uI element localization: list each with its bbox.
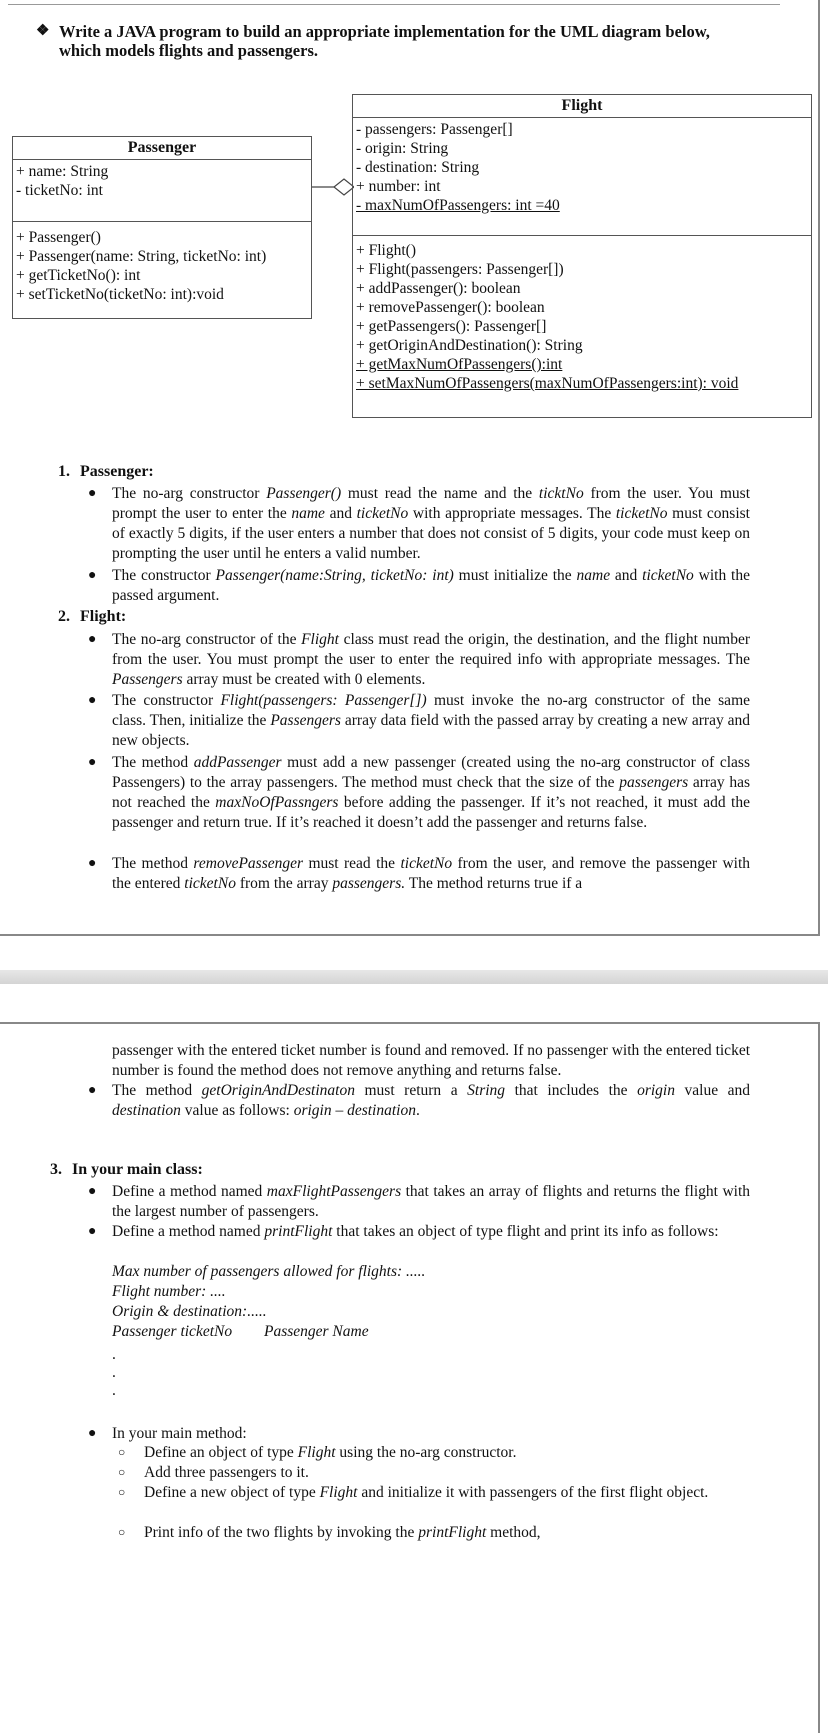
uml-operation: + addPassenger(): boolean [356, 280, 521, 297]
circle-bullet-icon: ○ [118, 1445, 126, 1459]
text: The method [112, 855, 194, 872]
uml-passenger-attributes [13, 159, 311, 221]
text: Define a method named [112, 1223, 265, 1240]
text: and initialize it with passengers of the first flight object. [357, 1484, 709, 1501]
section-2-bullet-4 [112, 854, 750, 894]
section-2-bullet-5 [112, 1081, 750, 1121]
task-heading [36, 22, 776, 60]
text: must read the [303, 855, 401, 872]
text-italic: Flight(passengers: Passenger[]) [220, 692, 427, 709]
text-italic: origin – destination [293, 1102, 416, 1119]
text-italic: ticketNo [356, 505, 409, 522]
bullet-icon: ● [88, 693, 97, 708]
text-italic: printFlight [264, 1223, 333, 1240]
section-3-bullet-3: In your main method: [112, 1425, 247, 1442]
aggregation-diamond-icon [312, 176, 354, 198]
text: class must read the origin, the destination, and the flight number from the user. You must prompt the user to enter the required info with appropriate messages. The [112, 631, 750, 668]
format-line: Flight number: .... [112, 1283, 226, 1300]
format-columns [112, 1322, 750, 1342]
text-italic: name [576, 567, 611, 584]
text: value as follows: [180, 1102, 294, 1119]
text-italic: origin [637, 1082, 675, 1099]
format-line: Origin & destination:..... [112, 1303, 267, 1320]
text-italic: Passenger(name:String, ticketNo: int) [215, 567, 454, 584]
uml-operation: + setTicketNo(ticketNo: int):void [16, 286, 224, 303]
circle-bullet-icon: ○ [118, 1465, 126, 1479]
text: Print info of the two flights by invoking the [144, 1524, 419, 1541]
heading-line-1: Write a JAVA program to build an appropriate implementation for the UML diagram below, [59, 22, 710, 41]
text-italic: name [291, 505, 325, 522]
text-italic: addPassenger [193, 754, 282, 771]
dot: . [112, 1364, 116, 1381]
text: with the passed argument. [112, 567, 750, 604]
text-italic: ticketNo [642, 567, 694, 584]
uml-attribute: - destination: String [356, 159, 480, 176]
uml-operation: + removePassenger(): boolean [356, 299, 545, 316]
uml-flight-operations [353, 235, 811, 418]
text: before adding the passenger. If it’s not reached, it must add the passenger and return true. If it’s reached it doesn’t add the passenger and returns false. [112, 794, 750, 831]
uml-static-operation: + getMaxNumOfPassengers():int [356, 356, 563, 373]
text: that takes an array of flights and returns the flight with the largest number of passengers. [112, 1183, 751, 1220]
text: that includes the [505, 1082, 638, 1099]
text: The method [112, 1082, 202, 1099]
text: must return a [354, 1082, 468, 1099]
text: from the array [235, 875, 333, 892]
section-title: Passenger: [80, 463, 154, 480]
print-format-example [112, 1262, 750, 1342]
text-italic: ticktNo [538, 485, 584, 502]
text: The method [112, 754, 194, 771]
text-italic: Flight [301, 631, 339, 648]
uml-attribute: - passengers: Passenger[] [356, 121, 513, 138]
text-italic: ticketNo [400, 855, 453, 872]
uml-operation: + getTicketNo(): int [16, 267, 141, 284]
continuation-dots [112, 1346, 152, 1400]
section-3-bullet-1 [112, 1182, 750, 1222]
text: The no-arg constructor [112, 485, 267, 502]
circle-bullet-icon: ○ [118, 1485, 126, 1499]
text: and [324, 505, 357, 522]
uml-flight-title: Flight [561, 97, 603, 114]
uml-operation: + getPassengers(): Passenger[] [356, 318, 547, 335]
circle-bullet-icon: ○ [118, 1525, 126, 1539]
text: and [610, 567, 643, 584]
section-number: 2. [58, 608, 70, 625]
text-italic: Flight [297, 1444, 336, 1461]
main-step-4 [144, 1523, 750, 1543]
section-1-heading [58, 462, 154, 482]
section-number: 3. [50, 1161, 62, 1178]
section-1-bullet-1 [112, 484, 750, 564]
text-italic: Passengers [112, 671, 183, 688]
text-italic: Flight [319, 1484, 358, 1501]
section-2-heading [58, 607, 126, 627]
page-gap [0, 970, 828, 984]
dot: . [112, 1346, 116, 1363]
uml-passenger-title: Passenger [127, 139, 197, 156]
text-italic: removePassenger [193, 855, 304, 872]
text-italic: maxFlightPassengers [266, 1183, 402, 1200]
text: Define a new object of type [144, 1484, 320, 1501]
text: with appropriate messages. The [408, 505, 616, 522]
uml-static-operation: + setMaxNumOfPassengers(maxNumOfPassengers:int): void [356, 375, 739, 392]
text: Define a method named [112, 1183, 267, 1200]
text-italic: getOriginAndDestinaton [201, 1082, 355, 1099]
bullet-icon: ● [88, 1426, 97, 1441]
text-italic: String [467, 1082, 506, 1099]
section-title: In your main class: [72, 1161, 203, 1178]
diamond-bullet-icon: ❖ [36, 23, 50, 39]
text: must add a new passenger (created using the no-arg constructor of class Passengers) to the array passengers. The method must check that the size of the [112, 754, 750, 791]
main-step-1 [144, 1443, 750, 1463]
text: The constructor [112, 692, 221, 709]
text-italic: Passengers [270, 712, 341, 729]
uml-attribute: - ticketNo: int [16, 182, 103, 199]
text: The method returns true if a [405, 875, 583, 892]
section-3-bullet-2 [112, 1222, 750, 1242]
uml-operation: + Flight() [356, 242, 416, 259]
bullet-icon: ● [88, 486, 97, 501]
text: must consist of exactly 5 digits, if the user enters a number that does not consist of 5 digits, your code must keep on prompting the user until he enters a valid number. [112, 505, 750, 562]
uml-operation: + Flight(passengers: Passenger[]) [356, 261, 564, 278]
text-italic: maxNoOfPassngers [215, 794, 339, 811]
format-col-name: Passenger Name [263, 1323, 369, 1340]
text: that takes an object of type flight and print its info as follows: [332, 1223, 719, 1240]
uml-static-attribute: - maxNumOfPassengers: int =40 [356, 197, 560, 214]
text: using the no-arg constructor. [335, 1444, 517, 1461]
format-col-ticket: Passenger ticketNo [112, 1323, 233, 1340]
uml-operation: + Passenger(name: String, ticketNo: int) [16, 248, 267, 265]
text: array must be created with 0 elements. [182, 671, 426, 688]
uml-passenger-operations [13, 221, 311, 319]
text: Add three passengers to it. [144, 1464, 309, 1481]
text: array has not reached the [112, 774, 750, 811]
section-number: 1. [58, 463, 70, 480]
dot: . [112, 1382, 116, 1399]
text-italic: Passenger() [266, 485, 342, 502]
text-italic: ticketNo [615, 505, 668, 522]
text: Define an object of type [144, 1444, 298, 1461]
section-2-bullet-2 [112, 691, 750, 751]
text-italic: ticketNo [184, 875, 236, 892]
text: . [415, 1102, 420, 1119]
uml-flight-class [352, 94, 812, 418]
bullet-icon: ● [88, 1083, 97, 1098]
main-step-2 [144, 1463, 750, 1483]
document-page-2 [0, 1022, 820, 1733]
text-italic: printFlight [418, 1524, 487, 1541]
text: The constructor [112, 567, 216, 584]
uml-attribute: - origin: String [356, 140, 449, 157]
text-italic: destination [112, 1102, 181, 1119]
section-2-bullet-3 [112, 753, 750, 833]
text: from the user. You must prompt the user to enter the [112, 485, 751, 522]
text: must invoke the no-arg constructor of the same class. Then, initialize the [112, 692, 751, 729]
heading-line-2: which models flights and passengers. [59, 41, 318, 60]
bullet-icon: ● [88, 568, 97, 583]
section-2-bullet-4-continued: passenger with the entered ticket number is found and removed. If no passenger with the entered ticket number is found the method does not remove anything and returns false. [112, 1042, 750, 1079]
bullet-icon: ● [88, 1184, 97, 1199]
text-italic: passengers. [332, 875, 406, 892]
uml-operation: + Passenger() [16, 229, 101, 246]
section-title: Flight: [80, 608, 127, 625]
text: value and [674, 1082, 750, 1099]
bullet-icon: ● [88, 1224, 97, 1239]
main-step-3 [144, 1483, 750, 1503]
section-3-heading [50, 1160, 203, 1180]
bullet-icon: ● [88, 856, 97, 871]
section-1-bullet-2 [112, 566, 750, 606]
uml-operation: + getOriginAndDestination(): String [356, 337, 583, 354]
text: must initialize the [453, 567, 577, 584]
text: The no-arg constructor of the [112, 631, 302, 648]
uml-attribute: + name: String [16, 163, 109, 180]
top-rule [8, 4, 780, 5]
text-italic: passengers [619, 774, 689, 791]
format-line: Max number of passengers allowed for flights: ..... [112, 1263, 426, 1280]
bullet-icon: ● [88, 632, 97, 647]
text: array data field with the passed array by creating a new array and new objects. [112, 712, 750, 749]
text: method, [486, 1524, 541, 1541]
uml-flight-attributes [353, 117, 811, 235]
section-2-bullet-1 [112, 630, 750, 690]
bullet-icon: ● [88, 755, 97, 770]
text: must read the name and the [341, 485, 539, 502]
text: from the user, and remove the passenger with the entered [112, 855, 751, 892]
uml-passenger-class [12, 136, 312, 319]
uml-attribute: + number: int [356, 178, 441, 195]
